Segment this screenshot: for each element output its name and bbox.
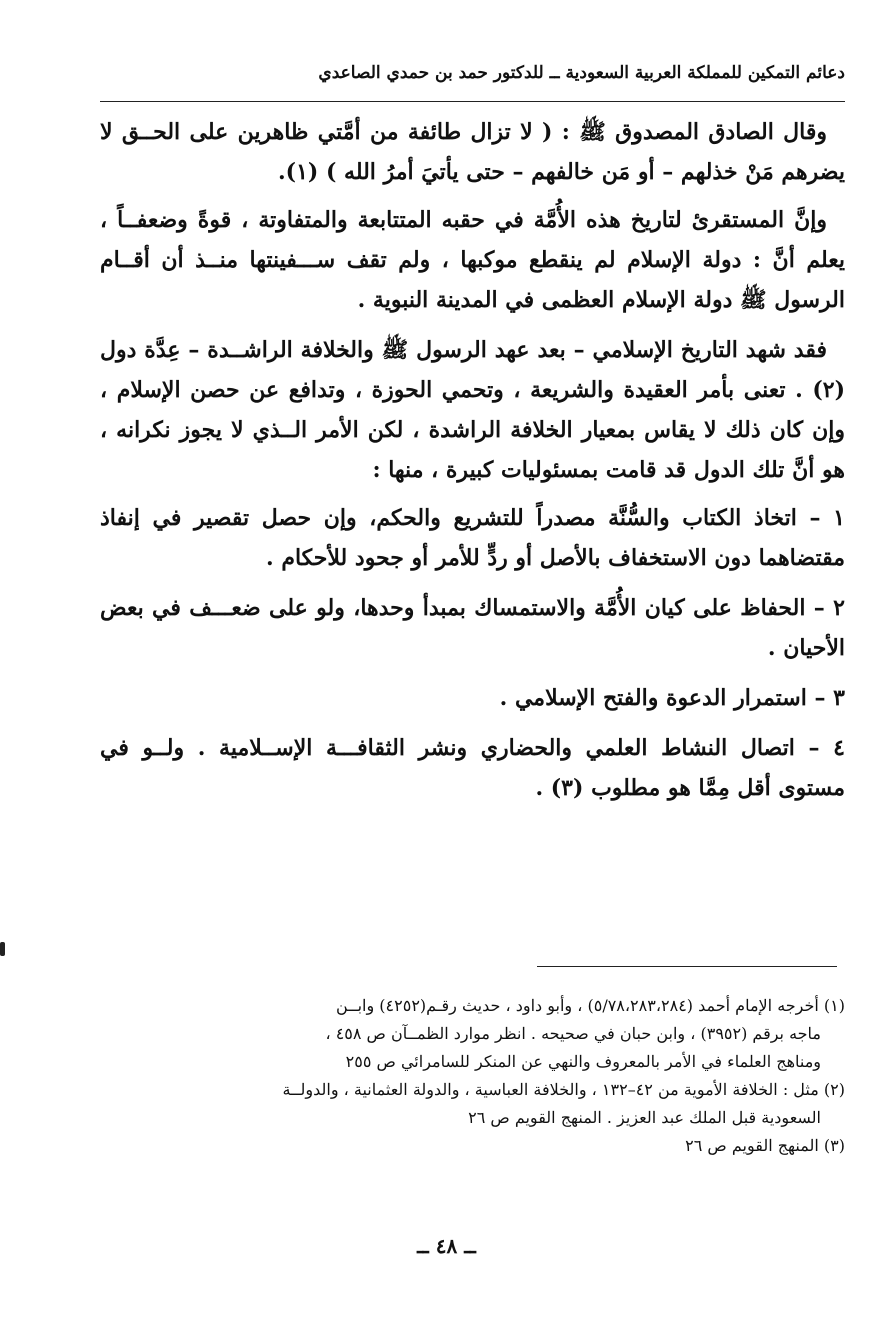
footnote-2-line-1: (٢) مثل : الخلافة الأموية من ٤٢–١٣٢ ، والخلافة العباسية ، والدولة العثمانية ، والدولــة <box>282 1080 845 1099</box>
footnote-1-line-2: ماجه برقم (٣٩٥٢) ، وابن حبان في صحيحه . انظر موارد الظمــآن ص ٤٥٨ ، <box>325 1024 821 1043</box>
header-divider <box>100 101 845 102</box>
footnote-1-line-3: ومناهج العلماء في الأمر بالمعروف والنهي عن المنكر للسامرائي ص ٢٥٥ <box>345 1052 821 1071</box>
list-item-1: ١ – اتخاذ الكتاب والسُّنَّة مصدراً للتشريع والحكم، وإن حصل تقصير في إنفاذ مقتضاهما دون الاستخفاف بالأصل أو ردٍّ للأمر أو جحود للأحكام . <box>100 505 845 571</box>
footnote-1-line-1: (١) أخرجه الإمام أحمد (٥/٧٨،٢٨٣،٢٨٤) ، وأبو داود ، حديث رقـم(٤٢٥٢) وابــن <box>336 996 845 1015</box>
paragraph-states: فقد شهد التاريخ الإسلامي – بعد عهد الرسول ﷺ والخلافة الراشــدة – عِدَّة دول (٢) . تعنى بأمر العقيدة والشريعة ، وتحمي الحوزة ، وتدافع عن حصن الإسلام ، وإن كان ذلك لا يقاس بمعيار الخلافة الراشدة ، لكن الأمر الــذي لا يجوز نكرانه ، هو أنَّ تلك الدول قد قامت بمسئوليات كبيرة ، منها : <box>100 337 845 483</box>
paragraph-history: وإنَّ المستقرئ لتاريخ هذه الأُمَّة في حقبه المتتابعة والمتفاوتة ، قوةً وضعفــاً ، يعلم أنَّ : دولة الإسلام لم ينقطع موكبها ، ولم تقف ســـفينتها منــذ أن أقــام الرسول ﷺ دولة الإسلام العظمى في المدينة النبوية . <box>100 207 845 313</box>
footnote-2-line-2: السعودية قبل الملك عبد العزيز . المنهج القويم ص ٢٦ <box>468 1108 821 1127</box>
footnotes <box>100 992 845 1160</box>
page-number: ــ ٤٨ ــ <box>417 1234 476 1258</box>
footnote-divider <box>537 966 837 967</box>
running-header <box>100 58 845 88</box>
list-item-3: ٣ – استمرار الدعوة والفتح الإسلامي . <box>499 685 845 711</box>
paragraph-hadith: وقال الصادق المصدوق ﷺ : ( لا تزال طائفة من أمَّتي ظاهرين على الحــق لا يضرهم مَنْ خذلهم – أو مَن خالفهم – حتى يأتيَ أمرُ الله ) (١). <box>100 119 845 185</box>
main-text <box>100 112 845 818</box>
list-item-2: ٢ – الحفاظ على كيان الأُمَّة والاستمساك بمبدأ وحدها، ولو على ضعـــف في بعض الأحيان . <box>100 595 845 661</box>
header-title: دعائم التمكين للمملكة العربية السعودية ــ للدكتور حمد بن حمدي الصاعدي <box>318 63 845 83</box>
footnote-3: (٣) المنهج القويم ص ٢٦ <box>685 1136 845 1155</box>
list-item-4: ٤ – اتصال النشاط العلمي والحضاري ونشر الثقافـــة الإســلامية . ولــو في مستوى أقل مِمَّا هو مطلوب (٣) . <box>100 735 845 801</box>
scan-edge-mark <box>0 942 5 956</box>
